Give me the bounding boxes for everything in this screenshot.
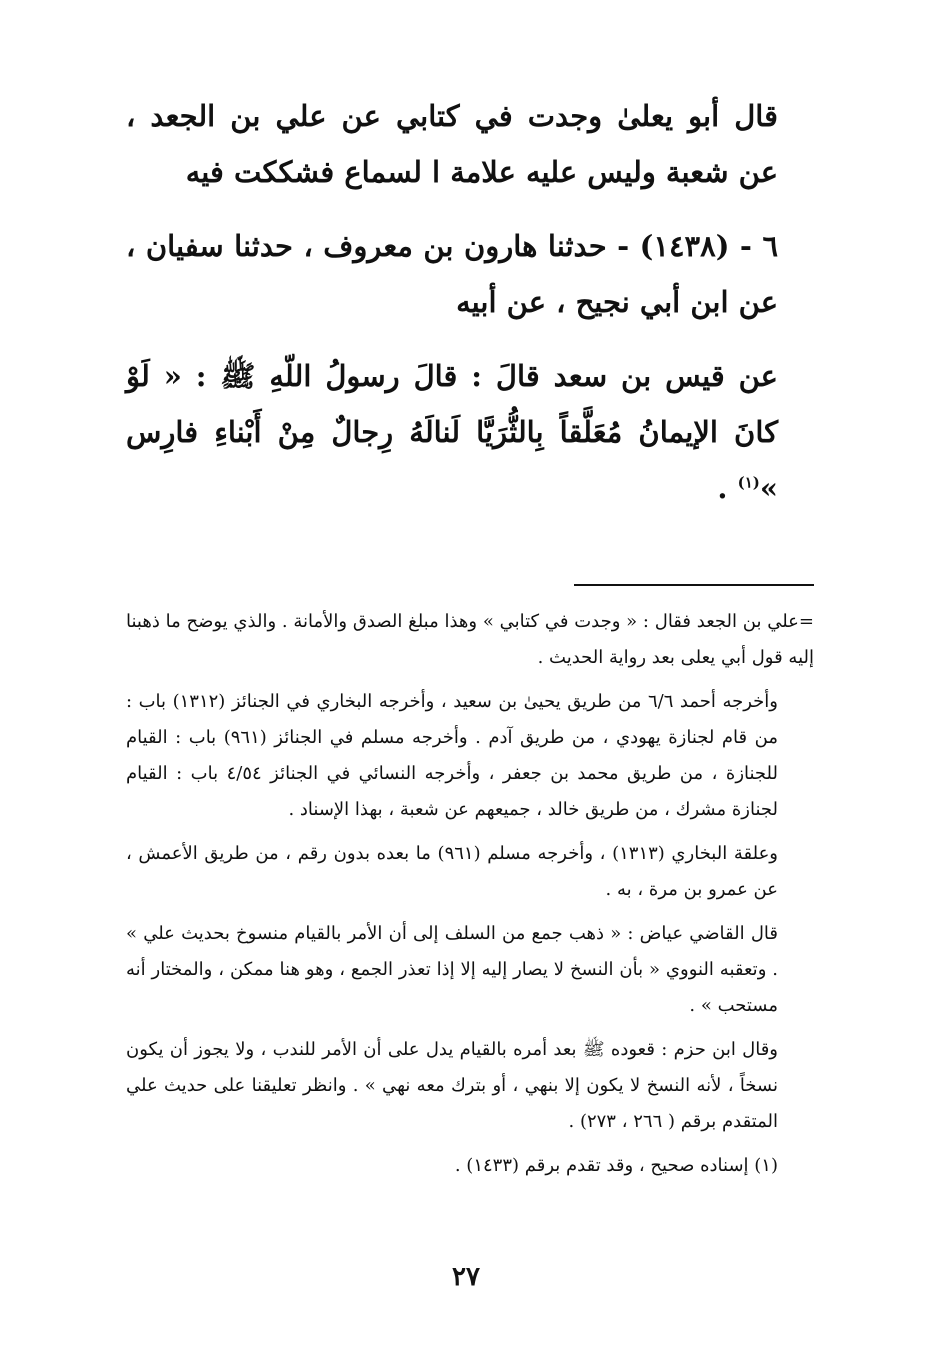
main-text <box>126 88 814 516</box>
footnote-bukhari-taliq: وعلقة البخاري (١٣١٣) ، وأخرجه مسلم (٩٦١) ما بعده بدون رقم ، من طريق الأعمش ، عن عمرو بن مرة ، به . <box>126 843 778 900</box>
footnote-separator <box>574 584 814 586</box>
footnote-ref: (١) <box>737 473 760 492</box>
hadith-text: عن قيس بن سعد قالَ : قالَ رسولُ اللّهِ ﷺ : « لَوْ كانَ الإيمانُ مُعَلَّقاً بِالثُّرَيَّا لَنالَهُ رِجالٌ مِنْ أَبْناءِ فارِس » <box>126 359 778 505</box>
paragraph-hadith-1438: ٦ - (١٤٣٨) - حدثنا هارون بن معروف ، حدثنا سفيان ، عن ابن أبي نجيح ، عن أبيه <box>126 229 779 319</box>
paragraph-note-abu-yala: قال أبو يعلىٰ وجدت في كتابي عن علي بن الجعد ، عن شعبة وليس عليه علامة ا لسماع فشككت فيه <box>126 99 778 189</box>
footnote-takhrij: وأخرجه أحمد ٦/٦ من طريق يحيىٰ بن سعيد ، وأخرجه البخاري في الجنائز (١٣١٢) باب : من قام لجنازة يهودي ، من طريق آدم . وأخرجه مسلم في الجنائز (٩٦١) باب : القيام للجنازة ، من طريق محمد بن جعفر ، وأخرجه النسائي في الجنائز ٤/٥٤ باب : القيام لجنازة مشرك ، من طريق خالد ، جميعهم عن شعبة ، بهذا الإسناد . <box>126 691 778 820</box>
hadith-end: . <box>717 471 738 505</box>
footnote-continuation: =علي بن الجعد فقال : « وجدت في كتابي » وهذا مبلغ الصدق والأمانة . والذي يوضح ما ذهبنا إليه قول أبي يعلى بعد رواية الحديث . <box>126 611 814 668</box>
paragraph-hadith-text <box>126 348 814 516</box>
footnotes <box>126 604 814 1192</box>
page-number: ٢٧ <box>452 1262 480 1292</box>
footnote-ibn-hazm: وقال ابن حزم : قعوده ﷺ بعد أمره بالقيام يدل على أن الأمر للندب ، ولا يجوز أن يكون نسخاً ، لأنه النسخ لا يكون إلا بنهي ، أو بترك معه نهي » . وانظر تعليقنا على حديث علي المتقدم برقم ( ٢٦٦ ، ٢٧٣) . <box>126 1039 778 1132</box>
footnote-qadi-iyad: قال القاضي عياض : « ذهب جمع من السلف إلى أن الأمر بالقيام منسوخ بحديث علي » . وتعقبه النووي « بأن النسخ لا يصار إليه إلا إذا تعذر الجمع ، وهو هنا ممكن ، والمختار أنه مستحب » . <box>126 923 778 1016</box>
footnote-1: (١) إسناده صحيح ، وقد تقدم برقم (١٤٣٣) . <box>454 1155 778 1176</box>
